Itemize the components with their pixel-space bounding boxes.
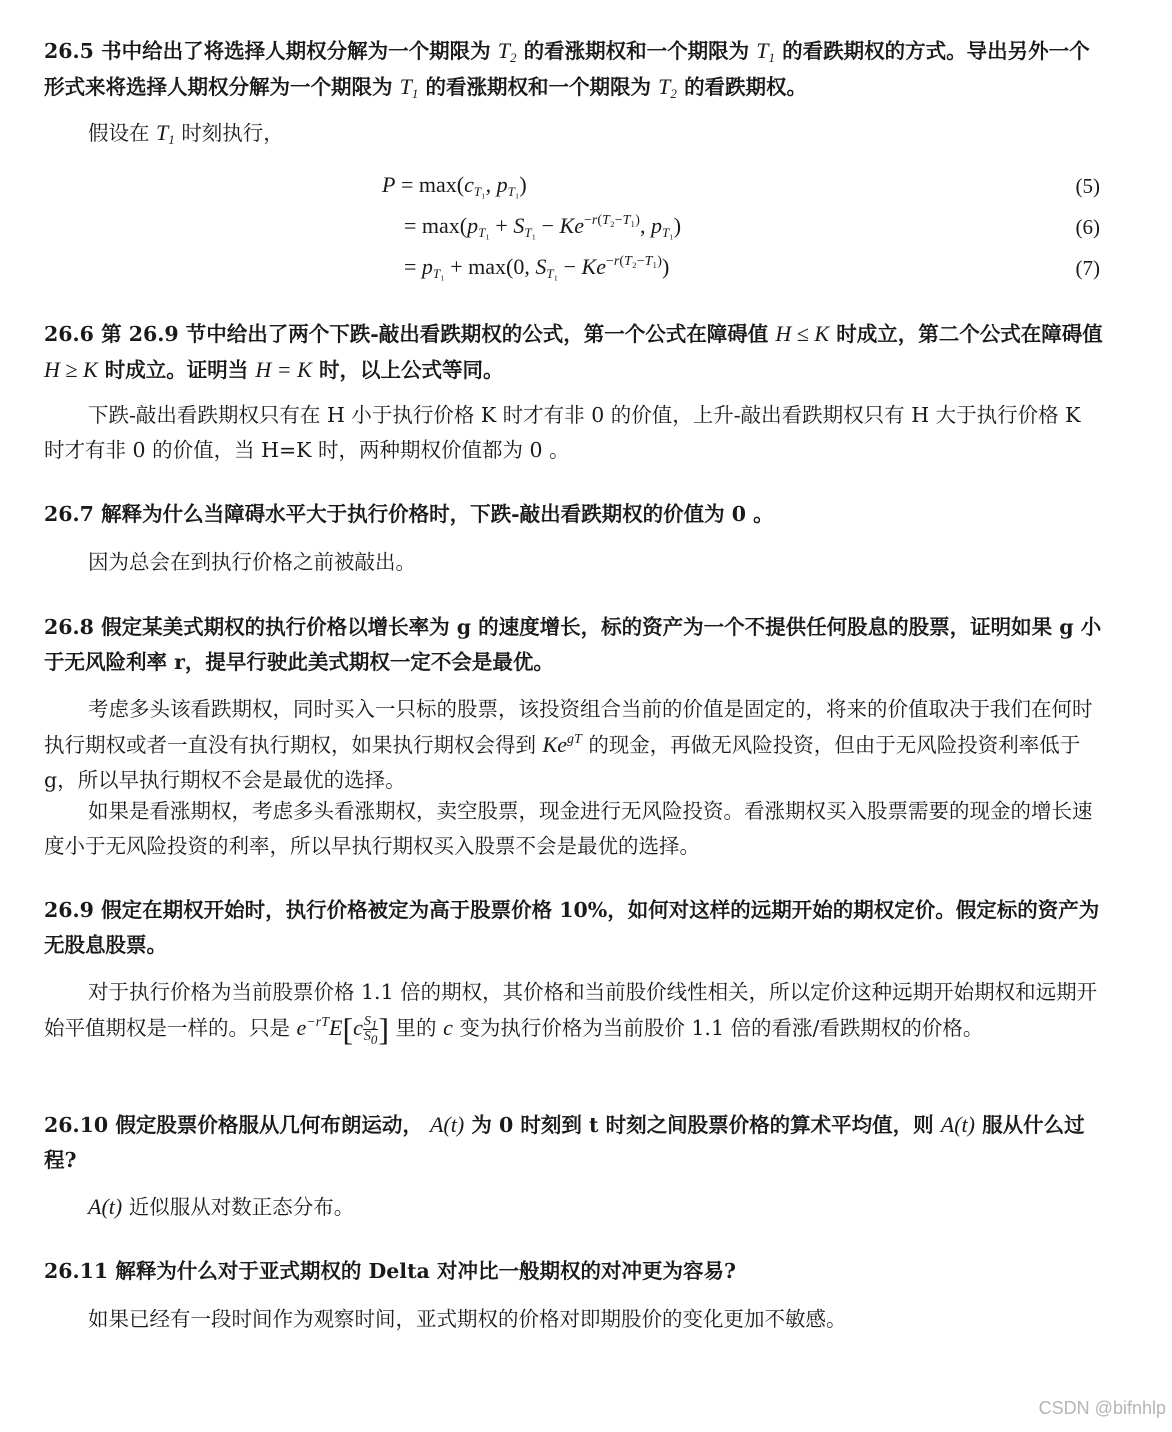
equation-7-number: (7) xyxy=(1075,256,1100,280)
answer-26-8-call: 如果是看涨期权，考虑多头看涨期权，卖空股票，现金进行无风险投资。看涨期权买入股票需要的现金的增长速度小于无风险投资的利率，所以早执行期权买入股票不会是最优的选择。 xyxy=(44,799,1093,858)
question-26-11: 26.11 解释为什么对于亚式期权的 Delta 对冲比一般期权的对冲更为容易? xyxy=(44,1259,736,1283)
equation-6-number: (6) xyxy=(1075,215,1100,239)
answer-26-11: 如果已经有一段时间作为观察时间，亚式期权的价格对即期股价的变化更加不敏感。 xyxy=(88,1307,847,1331)
answer-26-6: 下跌-敲出看跌期权只有在 H 小于执行价格 K 时才有非 0 的价值，上升-敲出看跌期权只有 H 大于执行价格 K 时才有非 0 的价值，当 H=K 时，两种期权价值都为 0 。 xyxy=(44,403,1081,462)
answer-26-7: 因为总会在到执行价格之前被敲出。 xyxy=(88,550,416,574)
question-26-8: 26.8 假定某美式期权的执行价格以增长率为 g 的速度增长，标的资产为一个不提供任何股息的股票，证明如果 g 小于无风险利率 r，提早行驶此美式期权一定不会是最优。 xyxy=(44,615,1102,674)
question-26-10: 26.10 假定股票价格服从几何布朗运动， A(t) 为 0 时刻到 t 时刻之间股票价格的算术平均值，则 A(t) 服从什么过程? xyxy=(44,1112,1085,1172)
math-KegT: $Ke^{gT}$ xyxy=(542,732,582,757)
equation-5-number: (5) xyxy=(1075,174,1100,198)
question-26-5: 26.5 书中给出了将选择人期权分解为一个期限为 $T_2$ 的看涨期权和一个期限为 $T_1$ 的看跌期权的方式。导出另外一个形式来将选择人期权分解为一个期限为 $T_1$ 的看涨期权和一个期限为 $T_2$ 的看跌期权。 xyxy=(44,38,1090,101)
equation-7: = $p_{T_1} + \max(0$, $S_{T_1} - Ke^{-r(T_2-T_1)}$) xyxy=(404,254,670,281)
math-T2: $T_2$ xyxy=(497,38,517,65)
equation-6: = $\max(p_{T_1} + S_{T_1} - Ke^{-r(T_2-T_1)}$, $p_{T_1}$) xyxy=(404,213,682,240)
answer-26-10: A(t) 近似服从对数正态分布。 xyxy=(88,1194,355,1219)
answer-26-9: 对于执行价格为当前股票价格 1.1 倍的期权，其价格和当前股价线性相关，所以定价这种远期开始期权和远期开始平值期权是一样的。只是 $e^{-rT}E[c$ $\frac{S_1}{S_0}$ ] 里的 c 变为执行价格为当前股价 1.1 倍的看涨/看跌期权的价格。 xyxy=(44,980,1098,1048)
question-26-7: 26.7 解释为什么当障碍水平大于执行价格时，下跌-敲出看跌期权的价值为 0 。 xyxy=(44,502,774,526)
math-forward-start-formula: $e^{-rT}E[c$ $\frac{S_1}{S_0}$ ] xyxy=(296,1011,390,1048)
answer-26-8-put: 考虑多头该看跌期权，同时买入一只标的股票，该投资组合当前的价值是固定的，将来的价值取决于我们在何时执行期权或者一直没有执行期权，如果执行期权会得到 $Ke^{gT}$ 的现金，再做无风险投资，但由于无风险投资利率低于 g，所以早执行期权不会是最优的选择。 xyxy=(44,697,1093,792)
csdn-watermark: CSDN @bifnhlp xyxy=(1038,1398,1166,1418)
question-26-6: 26.6 第 26.9 节中给出了两个下跌-敲出看跌期权的公式，第一个公式在障碍值 H ≤ K 时成立，第二个公式在障碍值 H ≥ K 时成立。证明当 H = K 时，以上公式等同。 xyxy=(44,321,1103,382)
equation-5: $P = \max(c_{T_1}$, $p_{T_1}$) xyxy=(382,172,527,199)
question-26-9: 26.9 假定在期权开始时，执行价格被定为高于股票价格 10%，如何对这样的远期开始的期权定价。假定标的资产为无股息股票。 xyxy=(44,898,1100,957)
math-T1: $T_1$ xyxy=(756,38,775,65)
answer-26-5-intro: 假设在 $T_1$ 时刻执行， xyxy=(88,120,284,147)
